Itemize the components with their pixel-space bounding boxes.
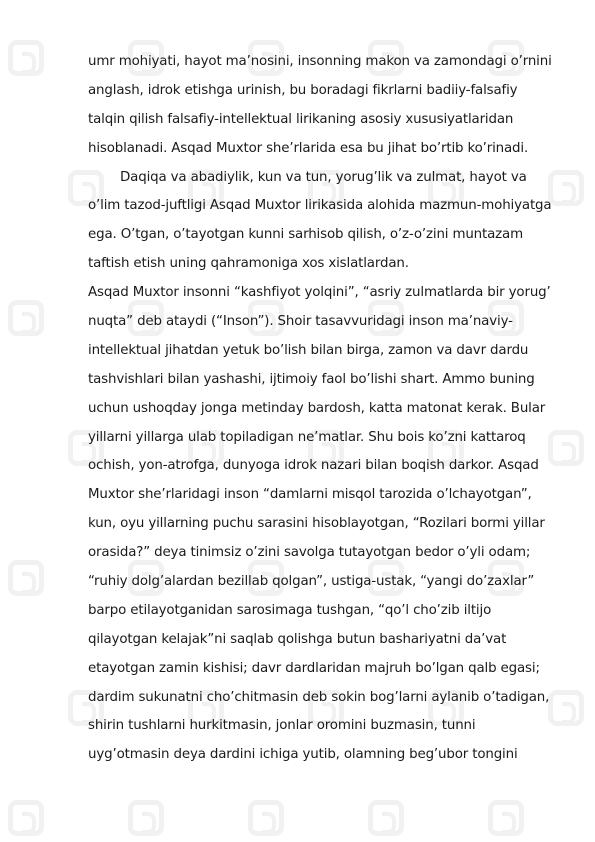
text-line: dardim sukunatni cho’chitmasin deb sokin bog’larni aylanib o’tadigan, — [88, 689, 550, 705]
text-line: umr mohiyati, hayot ma’nosini, insonning makon va zamondagi o’rnini — [88, 54, 552, 69]
text-line: etayotgan zamin kishisi; davr dardlaridan majruh bo’lgan qalb egasi; — [88, 660, 540, 676]
text-line: tashvishlari bilan yashashi, ijtimoiy faol bo’lishi shart. Ammo buning — [88, 371, 535, 387]
text-line: uchun ushoqday jonga metinday bardosh, katta matonat kerak. Bular — [88, 400, 546, 416]
text-line: nuqta” deb ataydi (“Inson”). Shoir tasavvuridagi inson ma’naviy- — [88, 314, 513, 330]
text-line: qilayotgan kelajak”ni saqlab qolishga butun bashariyatni da’vat — [88, 631, 507, 647]
text-line: orasida?” deya tinimsiz o’zini savolga tutayotgan bedor o’yli odam; — [88, 545, 531, 561]
text-line: “ruhiy dolg’alardan bezillab qolgan”, ustiga-ustak, “yangi do’zaxlar” — [88, 574, 535, 590]
text-line: o’lim tazod-juftligi Asqad Muxtor lirikasida alohida mazmun-mohiyatga — [88, 198, 552, 214]
text-line: ochish, yon-atrofga, dunyoga idrok nazari bilan boqish darkor. Asqad — [88, 458, 539, 474]
text-line: barpo etilayotganidan sarosimaga tushgan, “qo’l cho’zib iltijo — [88, 602, 492, 618]
text-line: kun, oyu yillarning puchu sarasini hisoblayotgan, “Rozilari bormi yillar — [88, 516, 545, 532]
text-line: intellektual jihatdan yetuk bo’lish bilan birga, zamon va davr dardu — [88, 342, 529, 358]
text-line: ega. O’tgan, o’tayotgan kunni sarhisob qilish, o’z-o’zini muntazam — [88, 227, 524, 243]
paragraph-start-line: Asqad Muxtor insonni “kashfiyot yolqini”, “asriy zulmatlarda bir yorug’ — [88, 285, 551, 301]
text-line: Muxtor she’rlaridagi inson “damlarni misqol tarozida o’lchayotgan”, — [88, 487, 532, 503]
paragraph-start-line: Daqiqa va abadiylik, kun va tun, yorug’lik va zulmat, hayot va — [120, 169, 527, 185]
text-line: hisoblanadi. Asqad Muxtor she’rlarida esa bu jihat bo’rtib ko’rinadi. — [88, 140, 529, 156]
text-line: taftish etish uning qahramoniga xos xislatlardan. — [88, 256, 409, 272]
text-line: uyg’otmasin deya dardini ichiga yutib, olamning beg’ubor tongini — [88, 747, 518, 763]
text-line: anglash, idrok etishga urinish, bu boradagi fikrlarni badiiy-falsafiy — [88, 82, 518, 98]
text-line: shirin tushlarni hurkitmasin, jonlar oromini buzmasin, tunni — [88, 718, 476, 734]
text-line: talqin qilish falsafiy-intellektual lirikaning asosiy xususiyatlaridan — [88, 111, 514, 127]
document-body — [88, 48, 558, 770]
text-line: yillarni yillarga ulab topiladigan ne’matlar. Shu bois ko’zni kattaroq — [88, 429, 526, 445]
